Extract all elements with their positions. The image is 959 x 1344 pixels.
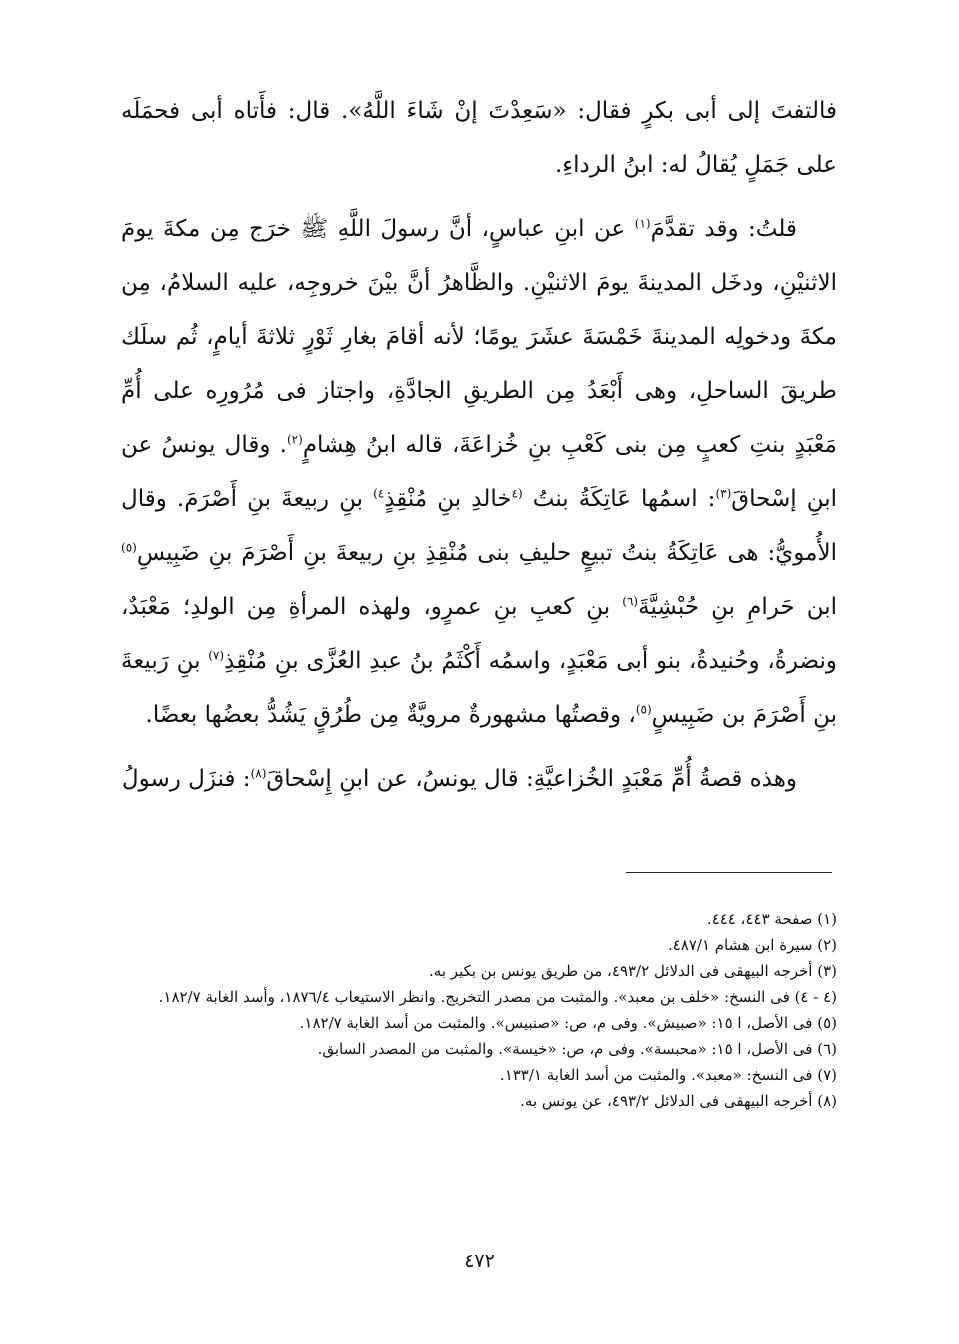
footnote-item: (٣) أخرجه البيهقى فى الدلائل ٤٩٣/٢، من طريق يونس بن بكير به. [429,962,837,980]
footnote-ref-7: (٧) [208,648,225,663]
footnote-item: (٧) فى النسخ: «معبد». والمثبت من أسد الغابة ١٣٣/١. [499,1066,837,1084]
footnote-ref-2: (٢) [286,432,303,447]
page-number: ٤٧٢ [464,1250,495,1272]
text-segment: : فنزَل رسولُ [121,766,251,792]
footnote-ref-1: (١) [634,216,651,231]
text-segment: : اسمُها عَاتِكَةُ بنتُ [522,486,716,512]
footnote-item: (٤ - ٤) فى النسخ: «خلف بن معبد». والمثبت من مصدر التخريج. وانظر الاستيعاب ١٨٧٦/٤، وأسد الغابة ١٨٢/٧. [158,988,837,1006]
text-segment: بنِ كعبِ بنِ عمرٍو، ولهذه المرأةِ مِن الولدِ؛ مَعْبَدٌ، ونضرةُ، وحُنيدةُ، بنو أبى مَعْبَدٍ، واسمُه أَكْثَمُ بنُ عبدِ العُزَّى بنِ مُنْقِذِ [121,594,837,674]
footnote-item: (٢) سيرة ابن هشام ٤٨٧/١. [667,936,837,954]
footnote-item: (٨) أخرجه البيهقى فى الدلائل ٤٩٣/٢، عن يونس به. [520,1092,837,1110]
text-segment: بنِ رَبيعةَ بنِ أَصْرَمَ بن ضَبِيسٍ [121,648,837,728]
text-segment: ابن حَرامِ بنِ حُبْشِيَّةَ [638,594,837,620]
text-segment: . وقال يونسُ عن ابنِ إسْحاقَ [121,432,838,512]
footnotes-list [121,906,837,1114]
paragraph-2 [121,202,837,742]
footnote-ref-8: (٨) [250,766,267,781]
footnote-item: (٦) فى الأصل، ا ١٥: «محبسة». وفى م، ص: «خيسة». والمثبت من المصدر السابق. [317,1040,837,1058]
footnote-ref-5b: (٥) [635,702,652,717]
text-segment: ، وقصتُها مشهورةٌ مرويَّةٌ مِن طُرُقٍ يَشُدُّ بعضُها بعضًا. [145,702,636,728]
paragraph-3 [121,752,837,806]
footnote-ref-3: (٣) [715,486,732,501]
text-segment: عن ابنِ عباسٍ، أنَّ رسولَ اللَّهِ ﷺ خرَج مِن مكةَ يومَ الاثنيْنِ، ودخَل المدينةَ يومَ الاثنيْنِ. والظَّاهرُ أنَّ بيْنَ خروجِه، عليه السلامُ، مِن مكةَ ودخولِه المدينةَ خَمْسَةَ عشَرَ يومًا؛ لأنه أقامَ بغارِ ثَوْرٍ ثلاثةَ أيامٍ، ثُم سلَك طريقَ الساحلِ، وهى أَبْعَدُ مِن الطريقِ الجادَّةِ، واجتاز فى مُرُورِه على أُمِّ مَعْبَدٍ بنتِ كعبٍ مِن بنى كَعْبِ بنِ خُزاعَةَ، قاله ابنُ هِشامٍ [121,216,837,458]
paragraph-1: فالتفتَ إلى أبى بكرٍ فقال: «سَعِدْتَ إنْ شَاءَ اللَّهُ». قال: فأَتاه أبى فحمَلَه على جَمَلٍ يُقالُ له: ابنُ الرداءِ. [121,98,837,178]
footnote-ref-5: (٥) [121,540,137,555]
text-segment: قلتُ: وقد تقدَّمَ [650,216,797,242]
main-text [121,84,837,806]
footnote-ref-4-close: ٤) [373,486,385,501]
footnote-item: (١) صفحة ٤٤٣، ٤٤٤. [706,910,837,928]
text-segment: وهذه قصةُ أُمِّ مَعْبَدٍ الخُزاعيَّةِ: قال يونسُ، عن ابنِ إِسْحاقَ [266,766,797,792]
footnote-ref-4-open: (٤ [511,486,523,501]
footnote-item: (٥) فى الأصل، ا ١٥: «صبيش». وفى م، ص: «صنبيس». والمثبت من أسد الغابة ١٨٢/٧. [299,1014,837,1032]
footnote-ref-6: (٦) [622,594,639,609]
text-segment: بنِ ربيعةَ بنِ أَصْرَمَ. وقال الأُمويُّ: هى عَاتِكَةُ بنتُ تبيعٍ حليفِ بنى مُنْقِذِ بنِ ربيعةَ بنِ أَصْرَمَ بنِ ضَبِيسِ [121,486,837,566]
text-segment: خالدِ بنِ مُنْقِذٍ [384,486,512,512]
footnote-separator [626,872,832,873]
